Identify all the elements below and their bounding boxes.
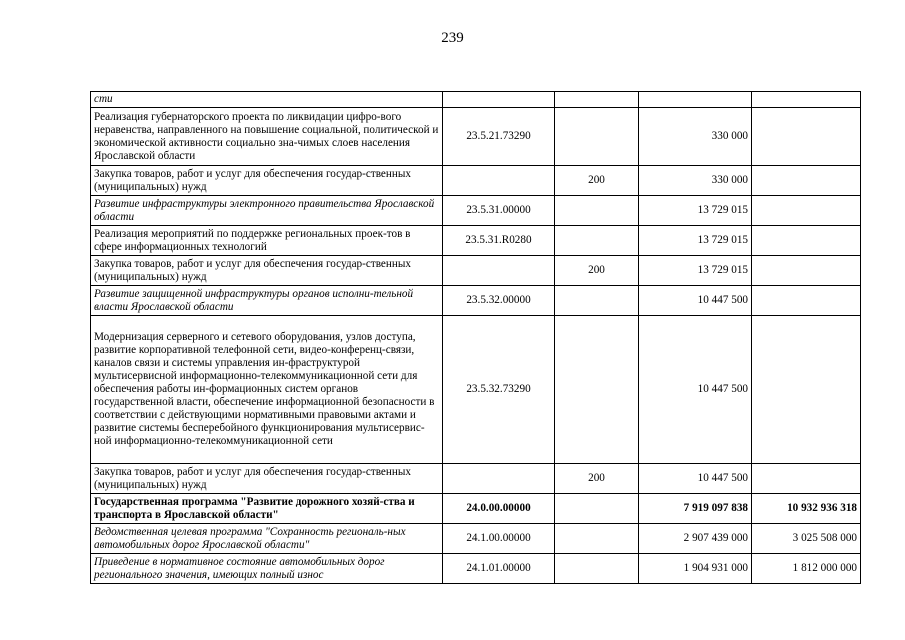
row-code-cell — [443, 166, 555, 196]
row-amount-year1-cell: 1 904 931 000 — [639, 554, 752, 584]
row-expense-type-cell: 200 — [555, 464, 639, 494]
row-expense-type-cell — [555, 554, 639, 584]
table-row — [91, 226, 861, 256]
row-expense-type-cell — [555, 316, 639, 464]
row-amount-year1-cell: 13 729 015 — [639, 226, 752, 256]
row-amount-year2-cell — [752, 166, 861, 196]
table-row — [91, 108, 861, 166]
table-row — [91, 196, 861, 226]
row-amount-year2-cell — [752, 256, 861, 286]
row-amount-year1-cell: 10 447 500 — [639, 464, 752, 494]
row-name-cell: Государственная программа "Развитие дорожного хозяй-ства и транспорта в Ярославской области" — [91, 494, 443, 524]
row-amount-year2-cell: 1 812 000 000 — [752, 554, 861, 584]
row-expense-type-cell — [555, 92, 639, 108]
row-code-cell: 24.1.00.00000 — [443, 524, 555, 554]
row-code-cell — [443, 92, 555, 108]
row-amount-year2-cell — [752, 226, 861, 256]
row-code-cell: 23.5.32.73290 — [443, 316, 555, 464]
row-name-cell: Ведомственная целевая программа "Сохранность региональ-ных автомобильных дорог Ярославской области" — [91, 524, 443, 554]
row-expense-type-cell — [555, 286, 639, 316]
row-code-cell: 23.5.21.73290 — [443, 108, 555, 166]
row-name-cell: Развитие инфраструктуры электронного правительства Ярославской области — [91, 196, 443, 226]
table-row — [91, 464, 861, 494]
table-row — [91, 554, 861, 584]
row-amount-year1-cell: 13 729 015 — [639, 256, 752, 286]
row-code-cell — [443, 256, 555, 286]
row-amount-year1-cell: 330 000 — [639, 108, 752, 166]
row-amount-year2-cell — [752, 286, 861, 316]
table-row — [91, 166, 861, 196]
row-amount-year1-cell: 330 000 — [639, 166, 752, 196]
row-expense-type-cell — [555, 108, 639, 166]
row-amount-year2-cell — [752, 464, 861, 494]
table-row — [91, 92, 861, 108]
row-expense-type-cell — [555, 524, 639, 554]
row-code-cell: 23.5.32.00000 — [443, 286, 555, 316]
row-amount-year2-cell — [752, 316, 861, 464]
row-expense-type-cell: 200 — [555, 166, 639, 196]
row-expense-type-cell — [555, 196, 639, 226]
row-code-cell: 23.5.31.R0280 — [443, 226, 555, 256]
row-expense-type-cell — [555, 494, 639, 524]
row-amount-year1-cell: 2 907 439 000 — [639, 524, 752, 554]
row-name-cell: Закупка товаров, работ и услуг для обеспечения государ-ственных (муниципальных) нужд — [91, 256, 443, 286]
budget-table — [90, 91, 861, 584]
row-name-cell: сти — [91, 92, 443, 108]
row-amount-year1-cell: 7 919 097 838 — [639, 494, 752, 524]
page-number: 239 — [441, 30, 464, 46]
row-amount-year1-cell — [639, 92, 752, 108]
row-name-cell: Закупка товаров, работ и услуг для обеспечения государ-ственных (муниципальных) нужд — [91, 166, 443, 196]
table-row — [91, 316, 861, 464]
row-name-cell: Модернизация серверного и сетевого оборудования, узлов доступа, развитие корпоративной телефонной сети, видео-конференц-связи, каналов связи и системы управления ин-фраструктурой мультисервисной информационно-телекоммуникационной сети для обеспечения работы ин-формационных систем органов государственной власти, обеспечение информационной безопасности в соответствии с действующими нормативными правовыми актами и развитие системы бесперебойного функционирования мультисервис-ной информационно-телекоммуникационной сети — [91, 316, 443, 464]
row-name-cell: Закупка товаров, работ и услуг для обеспечения государ-ственных (муниципальных) нужд — [91, 464, 443, 494]
row-name-cell: Приведение в нормативное состояние автомобильных дорог регионального значения, имеющих полный износ — [91, 554, 443, 584]
table-row — [91, 256, 861, 286]
row-amount-year1-cell: 10 447 500 — [639, 316, 752, 464]
row-expense-type-cell — [555, 226, 639, 256]
row-amount-year2-cell: 3 025 508 000 — [752, 524, 861, 554]
row-amount-year1-cell: 10 447 500 — [639, 286, 752, 316]
row-amount-year2-cell: 10 932 936 318 — [752, 494, 861, 524]
table-row — [91, 524, 861, 554]
row-name-cell: Реализация мероприятий по поддержке региональных проек-тов в сфере информационных технологий — [91, 226, 443, 256]
table-row — [91, 494, 861, 524]
row-code-cell — [443, 464, 555, 494]
row-amount-year2-cell — [752, 196, 861, 226]
row-amount-year1-cell: 13 729 015 — [639, 196, 752, 226]
row-amount-year2-cell — [752, 108, 861, 166]
row-name-cell: Развитие защищенной инфраструктуры органов исполни-тельной власти Ярославской области — [91, 286, 443, 316]
row-code-cell: 24.0.00.00000 — [443, 494, 555, 524]
row-code-cell: 23.5.31.00000 — [443, 196, 555, 226]
row-name-cell: Реализация губернаторского проекта по ликвидации цифро-вого неравенства, направленного на повышение социальной, политической и экономической активности социально зна-чимых слоев населения Ярославской области — [91, 108, 443, 166]
table-row — [91, 286, 861, 316]
row-expense-type-cell: 200 — [555, 256, 639, 286]
row-code-cell: 24.1.01.00000 — [443, 554, 555, 584]
budget-table-body — [91, 92, 861, 584]
row-amount-year2-cell — [752, 92, 861, 108]
